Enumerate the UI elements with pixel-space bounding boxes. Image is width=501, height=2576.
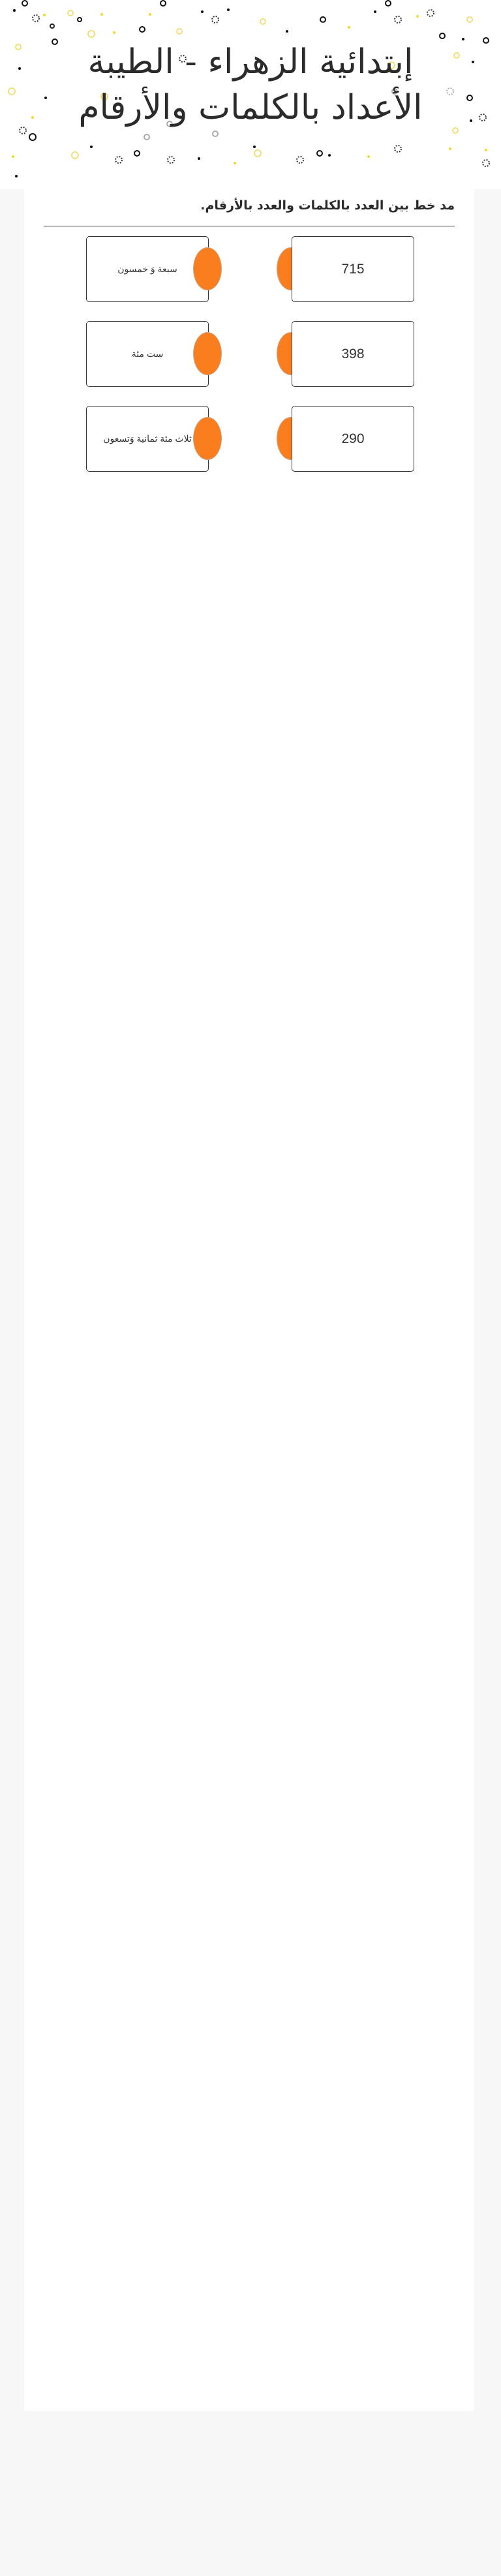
page-title (0, 39, 501, 130)
worksheet-card (24, 189, 474, 2411)
title-line-2: الأعداد بالكلمات والأرقام (78, 88, 423, 127)
connector-dot[interactable] (193, 332, 222, 375)
match-title: مد خط بين العدد بالكلمات والعدد بالأرقام. (200, 198, 455, 213)
match-left-item[interactable]: سبعة وَ خمسون (86, 236, 209, 302)
match-right-item[interactable]: 290 (292, 406, 414, 472)
header-banner (0, 0, 501, 189)
connector-dot[interactable] (193, 417, 222, 460)
match-left-item[interactable]: ست مئة (86, 321, 209, 387)
connector-dot[interactable] (193, 247, 222, 290)
match-right-item[interactable]: 398 (292, 321, 414, 387)
match-left-item[interactable]: ثلاث مئة ثمانية وَتسعون (86, 406, 209, 472)
match-right-item[interactable]: 715 (292, 236, 414, 302)
title-line-1: إبتدائية الزهراء - الطيبة (87, 42, 414, 82)
